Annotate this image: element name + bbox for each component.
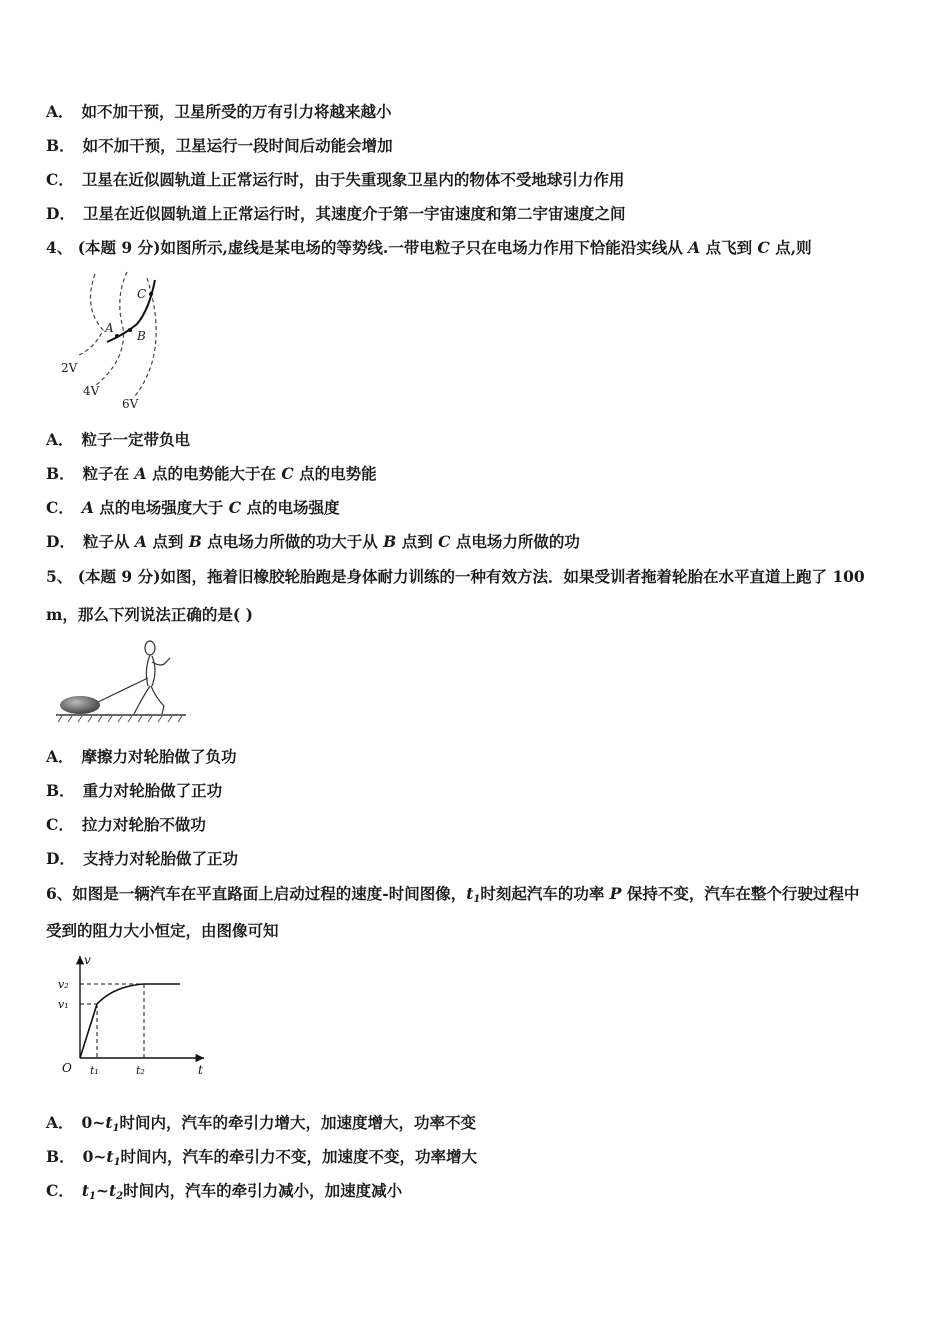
axis-v-label: v [84,953,91,967]
equipotential-line-2v [77,274,103,356]
point-c-dot [149,292,153,296]
q4-option-b: B． 粒子在 A 点的电势能大于在 C 点的电势能 [46,464,377,483]
tire [60,696,100,714]
q5-stem-line2: m，那么下列说法正确的是( ) [46,605,253,624]
line-label-4v: 4V [83,384,100,398]
q3-option-a: A． 如不加干预，卫星所受的万有引力将越来越小 [46,102,392,121]
q4-option-a: A． 粒子一定带负电 [46,430,191,449]
q6-vt-graph [52,950,217,1080]
t2-label: t₂ [136,1064,145,1077]
origin-label: O [62,1061,72,1075]
tow-rope [98,678,148,702]
line-label-6v: 6V [122,397,139,411]
q6-stem-line1: 6、如图是一辆汽车在平直路面上启动过程的速度-时间图像，$t_1$时刻起汽车的功率 P 保持不变，汽车在整个行驶过程中 [46,884,860,905]
q4-stem: 4、 (本题 9 分)如图所示,虚线是某电场的等势线.一带电粒子只在电场力作用下恰能沿实线从 A 点飞到 C 点,则 [46,238,812,257]
ground-hatch [58,716,182,722]
point-b-label: B [137,329,146,343]
axis-t-label: t [198,1063,203,1077]
q6-option-c: C． $t_1\sim t_2$时间内，汽车的牵引力减小，加速度减小 [46,1181,403,1202]
q6-option-b: B． $0\sim t_1$时间内，汽车的牵引力不变，加速度不变，功率增大 [46,1147,478,1168]
q5-option-a: A． 摩擦力对轮胎做了负功 [46,747,237,766]
q5-option-b: B． 重力对轮胎做了正功 [46,781,223,800]
q6-stem-line2: 受到的阻力大小恒定，由图像可知 [46,921,279,940]
q5-option-d: D． 支持力对轮胎做了正功 [46,849,238,868]
v1-label: v₁ [58,998,69,1011]
q5-option-c: C． 拉力对轮胎不做功 [46,815,206,834]
point-a-label: A [105,321,114,335]
runner [134,641,170,714]
point-c-label: C [137,287,147,301]
q3-option-b: B． 如不加干预，卫星运行一段时间后动能会增加 [46,136,393,155]
particle-trajectory [107,280,155,342]
q4-option-d: D． 粒子从 A 点到 B 点电场力所做的功大于从 B 点到 C 点电场力所做的功 [46,532,580,551]
velocity-curve [80,984,180,1058]
t1-label: t₁ [90,1064,99,1077]
q3-option-c: C． 卫星在近似圆轨道上正常运行时，由于失重现象卫星内的物体不受地球引力作用 [46,170,625,189]
q5-stem-line1: 5、 (本题 9 分)如图，拖着旧橡胶轮胎跑是身体耐力训练的一种有效方法．如果受训者拖着轮胎在水平直道上跑了 100 [46,567,865,586]
q5-tire-drag-figure [52,636,192,726]
q4-equipotential-figure [55,268,175,413]
q3-option-d: D． 卫星在近似圆轨道上正常运行时，其速度介于第一宇宙速度和第二宇宙速度之间 [46,204,626,223]
point-b-dot [128,328,132,332]
line-label-2v: 2V [61,361,78,375]
q6-option-a: A． $0\sim t_1$时间内，汽车的牵引力增大，加速度增大，功率不变 [46,1113,476,1134]
v2-label: v₂ [58,978,69,991]
point-a-dot [115,334,119,338]
q4-option-c: C． A 点的电场强度大于 C 点的电场强度 [46,498,340,517]
